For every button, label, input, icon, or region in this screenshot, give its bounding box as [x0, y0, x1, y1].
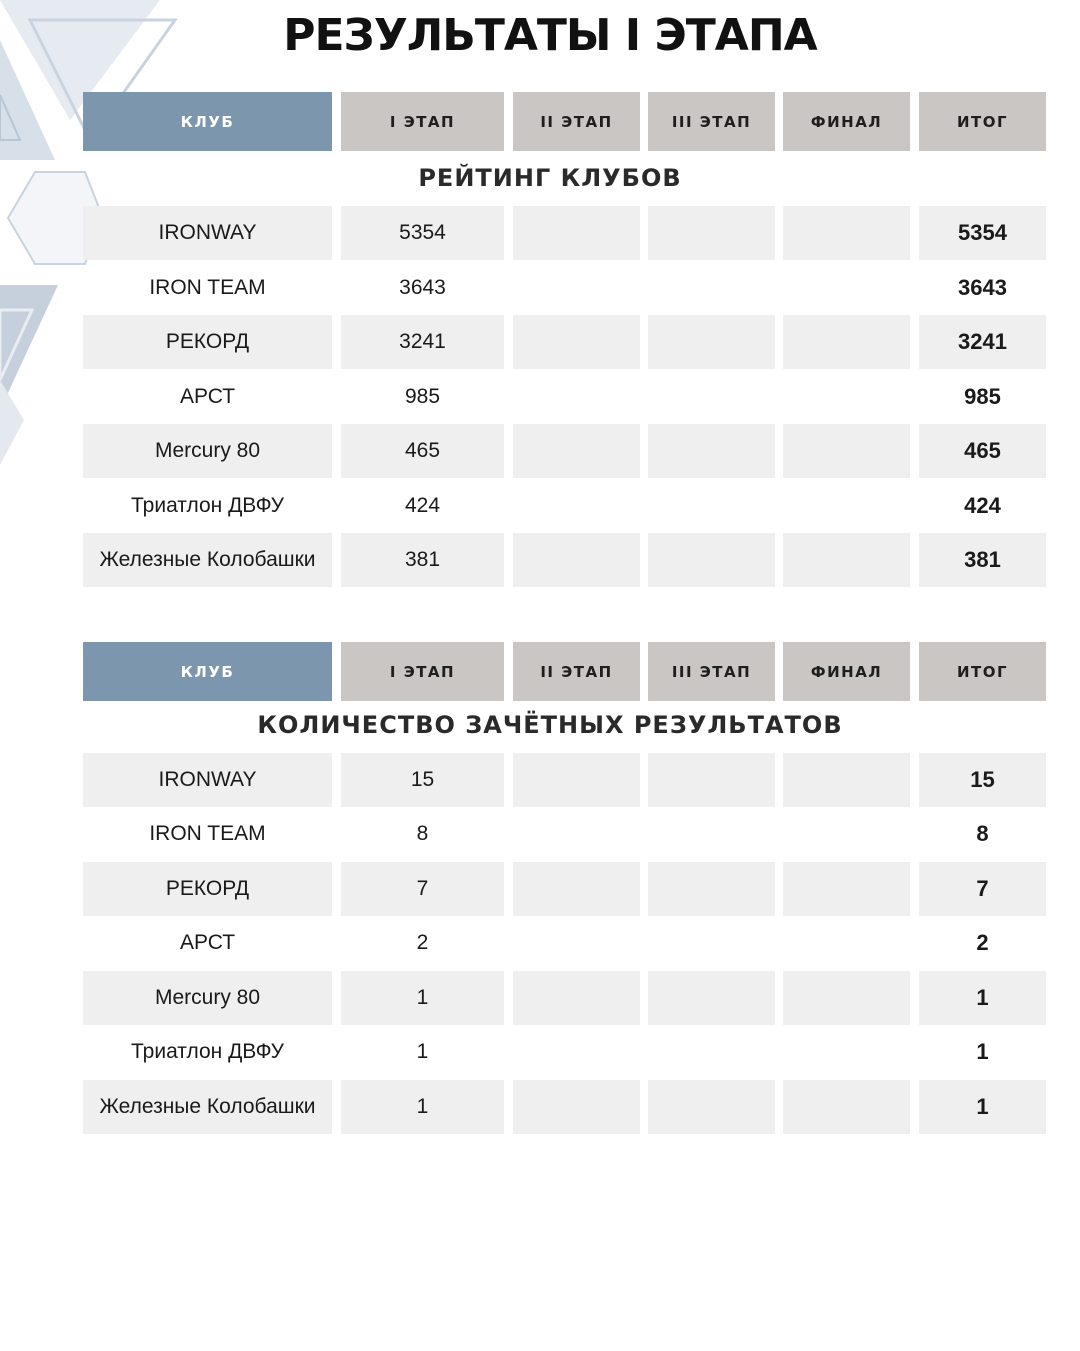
total-value: 15: [919, 753, 1046, 807]
final-value: [783, 261, 910, 315]
final-value: [783, 424, 910, 478]
total-value: 3643: [958, 275, 1007, 300]
stage3-value: [648, 206, 775, 260]
stage3-value: [648, 807, 775, 861]
club-name: АРСТ: [179, 931, 236, 954]
final-value: [783, 1025, 910, 1079]
club-name: IRONWAY: [83, 753, 332, 807]
column-header-club: КЛУБ: [83, 92, 332, 151]
column-header-club: КЛУБ: [83, 642, 332, 701]
stage2-value: [513, 206, 640, 260]
column-header-total: ИТОГ: [919, 642, 1046, 701]
total-value: 1: [919, 971, 1046, 1025]
page-title: РЕЗУЛЬТАТЫ I ЭТАПА: [283, 10, 817, 61]
stage1-value: 15: [341, 753, 504, 807]
club-name: Железные Колобашки: [83, 533, 332, 587]
column-header-stage3: III ЭТАП: [648, 642, 775, 701]
club-name: Mercury 80: [83, 424, 332, 478]
final-value: [783, 1080, 910, 1134]
section-title: КОЛИЧЕСТВО ЗАЧЁТНЫХ РЕЗУЛЬТАТОВ: [257, 711, 843, 739]
stage1-value: 1: [416, 1040, 429, 1063]
total-value: 1: [976, 1039, 989, 1064]
stage1-value: 5354: [341, 206, 504, 260]
column-header-stage2: II ЭТАП: [513, 92, 640, 151]
stage3-value: [648, 916, 775, 970]
final-value: [783, 807, 910, 861]
stage2-value: [513, 370, 640, 424]
table-row: [0, 1080, 1080, 1134]
table-row: [0, 533, 1080, 587]
table-row: [0, 206, 1080, 260]
stage1-value: 2: [416, 931, 429, 954]
stage1-value: 465: [341, 424, 504, 478]
stage3-value: [648, 370, 775, 424]
stage2-value: [513, 261, 640, 315]
table-row: [0, 1025, 1080, 1079]
total-value: 465: [919, 424, 1046, 478]
column-header-final: ФИНАЛ: [783, 642, 910, 701]
table-header: [0, 642, 1080, 701]
stage3-value: [648, 1025, 775, 1079]
table-row: [0, 424, 1080, 478]
stage2-value: [513, 424, 640, 478]
table-row: [0, 315, 1080, 369]
club-name: РЕКОРД: [83, 315, 332, 369]
total-value: 424: [964, 493, 1001, 518]
club-name: Mercury 80: [83, 971, 332, 1025]
table-row: [0, 753, 1080, 807]
final-value: [783, 916, 910, 970]
final-value: [783, 753, 910, 807]
total-value: 2: [976, 930, 989, 955]
column-header-stage2: II ЭТАП: [513, 642, 640, 701]
stage3-value: [648, 424, 775, 478]
stage3-value: [648, 753, 775, 807]
table-row: [0, 370, 1080, 424]
club-name: Триатлон ДВФУ: [131, 1040, 284, 1063]
stage3-value: [648, 261, 775, 315]
stage3-value: [648, 971, 775, 1025]
column-header-final: ФИНАЛ: [783, 92, 910, 151]
table-row: [0, 862, 1080, 916]
final-value: [783, 315, 910, 369]
club-name: Триатлон ДВФУ: [131, 494, 284, 517]
club-name: РЕКОРД: [83, 862, 332, 916]
stage1-value: 985: [404, 385, 441, 408]
total-value: 8: [976, 821, 989, 846]
stage2-value: [513, 753, 640, 807]
section-title: РЕЙТИНГ КЛУБОВ: [418, 164, 682, 192]
stage1-value: 3241: [341, 315, 504, 369]
final-value: [783, 533, 910, 587]
club-name: Железные Колобашки: [83, 1080, 332, 1134]
final-value: [783, 479, 910, 533]
stage3-value: [648, 479, 775, 533]
stage2-value: [513, 533, 640, 587]
stage1-value: 8: [416, 822, 429, 845]
stage3-value: [648, 315, 775, 369]
stage3-value: [648, 1080, 775, 1134]
column-header-stage3: III ЭТАП: [648, 92, 775, 151]
club-name: IRON TEAM: [149, 276, 266, 299]
stage3-value: [648, 862, 775, 916]
stage1-value: 1: [341, 971, 504, 1025]
table-row: [0, 807, 1080, 861]
club-name: IRON TEAM: [149, 822, 266, 845]
column-header-stage1: I ЭТАП: [341, 642, 504, 701]
stage2-value: [513, 862, 640, 916]
stage3-value: [648, 533, 775, 587]
stage2-value: [513, 479, 640, 533]
stage1-value: 7: [341, 862, 504, 916]
stage2-value: [513, 916, 640, 970]
stage1-value: 1: [341, 1080, 504, 1134]
final-value: [783, 971, 910, 1025]
table-row: [0, 479, 1080, 533]
total-value: 985: [964, 384, 1001, 409]
stage2-value: [513, 315, 640, 369]
stage1-value: 424: [404, 494, 441, 517]
table-header: [0, 92, 1080, 151]
total-value: 1: [919, 1080, 1046, 1134]
final-value: [783, 370, 910, 424]
stage1-value: 381: [341, 533, 504, 587]
club-name: IRONWAY: [83, 206, 332, 260]
total-value: 7: [919, 862, 1046, 916]
stage2-value: [513, 1025, 640, 1079]
table-row: [0, 971, 1080, 1025]
total-value: 381: [919, 533, 1046, 587]
stage2-value: [513, 1080, 640, 1134]
table-row: [0, 916, 1080, 970]
final-value: [783, 206, 910, 260]
column-header-total: ИТОГ: [919, 92, 1046, 151]
stage1-value: 3643: [399, 276, 446, 299]
stage2-value: [513, 971, 640, 1025]
stage2-value: [513, 807, 640, 861]
total-value: 3241: [919, 315, 1046, 369]
column-header-stage1: I ЭТАП: [341, 92, 504, 151]
table-row: [0, 261, 1080, 315]
total-value: 5354: [919, 206, 1046, 260]
final-value: [783, 862, 910, 916]
club-name: АРСТ: [179, 385, 236, 408]
